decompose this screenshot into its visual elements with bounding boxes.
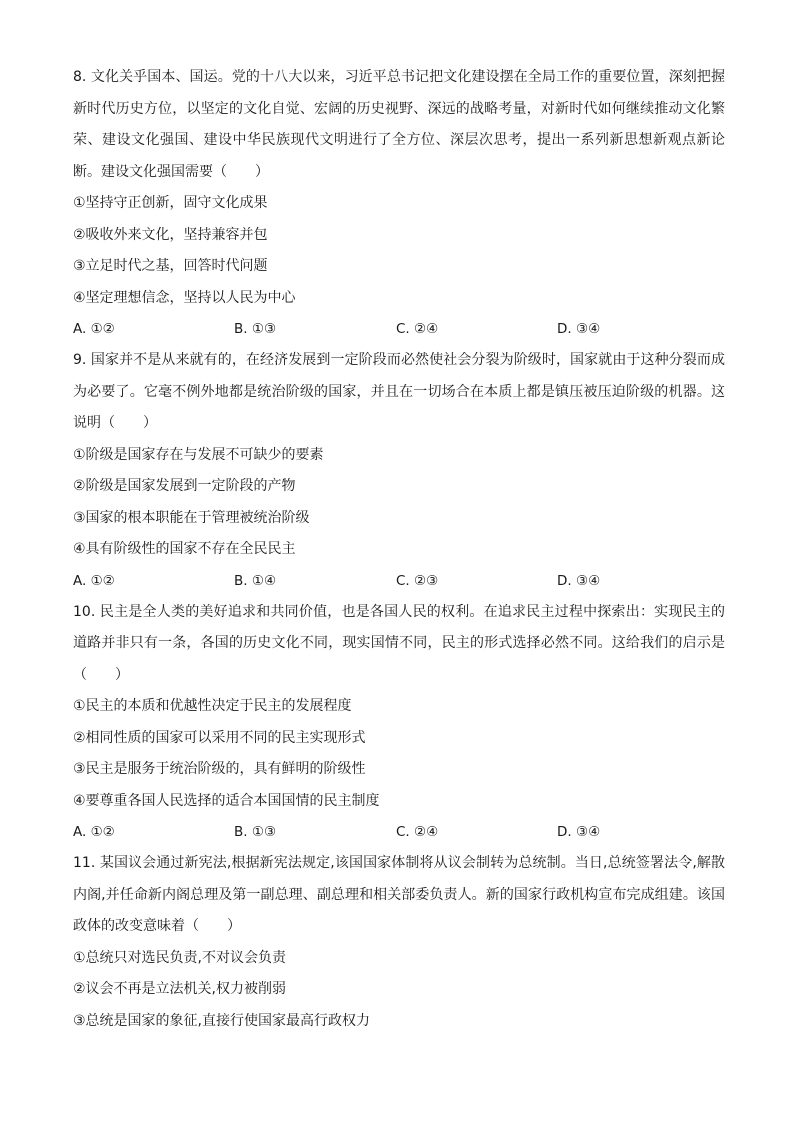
statement-1: ①阶级是国家存在与发展不可缺少的要素	[73, 446, 324, 463]
choice-c: C. ②④	[396, 321, 439, 337]
choice-d: D. ③④	[557, 572, 601, 589]
answer-choices	[73, 566, 725, 597]
statement-2: ②吸收外来文化，坚持兼容并包	[73, 226, 268, 243]
answer-choices	[73, 817, 725, 848]
choice-b: B. ①③	[234, 824, 277, 840]
choice-c: C. ②③	[396, 572, 439, 589]
statement-1: ①坚持守正创新，固守文化成果	[73, 195, 268, 211]
choice-a: A. ①②	[73, 824, 115, 840]
statement-3: ③总统是国家的象征,直接行使国家最高行政权力	[73, 1012, 370, 1029]
question-9	[73, 345, 725, 597]
statement-1: ①总统只对选民负责,不对议会负责	[73, 949, 287, 966]
question-11	[73, 848, 725, 1037]
statement-1: ①民主的本质和优越性决定于民主的发展程度	[73, 698, 352, 714]
choice-a: A. ①②	[73, 321, 115, 337]
question-10	[73, 597, 725, 849]
question-8	[73, 62, 725, 345]
question-stem: 11. 某国议会通过新宪法,根据新宪法规定,该国国家体制将从议会制转为总统制。当日,总统签署法令,解散内阁,并任命新内阁总理及第一副总理、副总理和相关部委负责人。新的国家行政机构宣布完成组建。该国政体的改变意味着（ ）	[73, 855, 725, 934]
exam-page	[73, 62, 725, 1037]
answer-choices	[73, 314, 725, 345]
choice-d: D. ③④	[557, 321, 601, 337]
statement-2: ②议会不再是立法机关,权力被削弱	[73, 981, 287, 997]
choice-b: B. ①④	[234, 572, 277, 589]
statement-2: ②相同性质的国家可以采用不同的民主实现形式	[73, 729, 366, 746]
question-stem: 8. 文化关乎国本、国运。党的十八大以来，习近平总书记把文化建设摆在全局工作的重要位置，深刻把握新时代历史方位，以坚定的文化自觉、宏阔的历史视野、深远的战略考量，对新时代如何继续推动文化繁荣、建设文化强国、建设中华民族现代文明进行了全方位、深层次思考，提出一系列新思想新观点新论断。建设文化强国需要（ ）	[73, 69, 725, 180]
statement-4: ④具有阶级性的国家不存在全民民主	[73, 541, 296, 557]
statement-3: ③立足时代之基，回答时代问题	[73, 258, 268, 274]
choice-c: C. ②④	[396, 824, 439, 840]
statement-2: ②阶级是国家发展到一定阶段的产物	[73, 478, 296, 494]
statement-4: ④要尊重各国人民选择的适合本国国情的民主制度	[73, 792, 380, 809]
question-stem: 10. 民主是全人类的美好追求和共同价值，也是各国人民的权利。在追求民主过程中探索出：实现民主的道路并非只有一条，各国的历史文化不同，现实国情不同，民主的形式选择必然不同。这给我们的启示是（ ）	[73, 603, 725, 683]
choice-a: A. ①②	[73, 572, 115, 589]
statement-3: ③国家的根本职能在于管理被统治阶级	[73, 509, 310, 526]
choice-b: B. ①③	[234, 321, 277, 337]
choice-d: D. ③④	[557, 824, 601, 840]
statement-3: ③民主是服务于统治阶级的，具有鲜明的阶级性	[73, 761, 366, 777]
statement-4: ④坚定理想信念，坚持以人民为中心	[73, 289, 296, 306]
question-stem: 9. 国家并不是从来就有的，在经济发展到一定阶段而必然使社会分裂为阶级时，国家就由于这种分裂而成为必要了。它毫不例外地都是统治阶级的国家，并且在一切场合在本质上都是镇压被压迫阶级的机器。这说明（ ）	[73, 352, 725, 431]
